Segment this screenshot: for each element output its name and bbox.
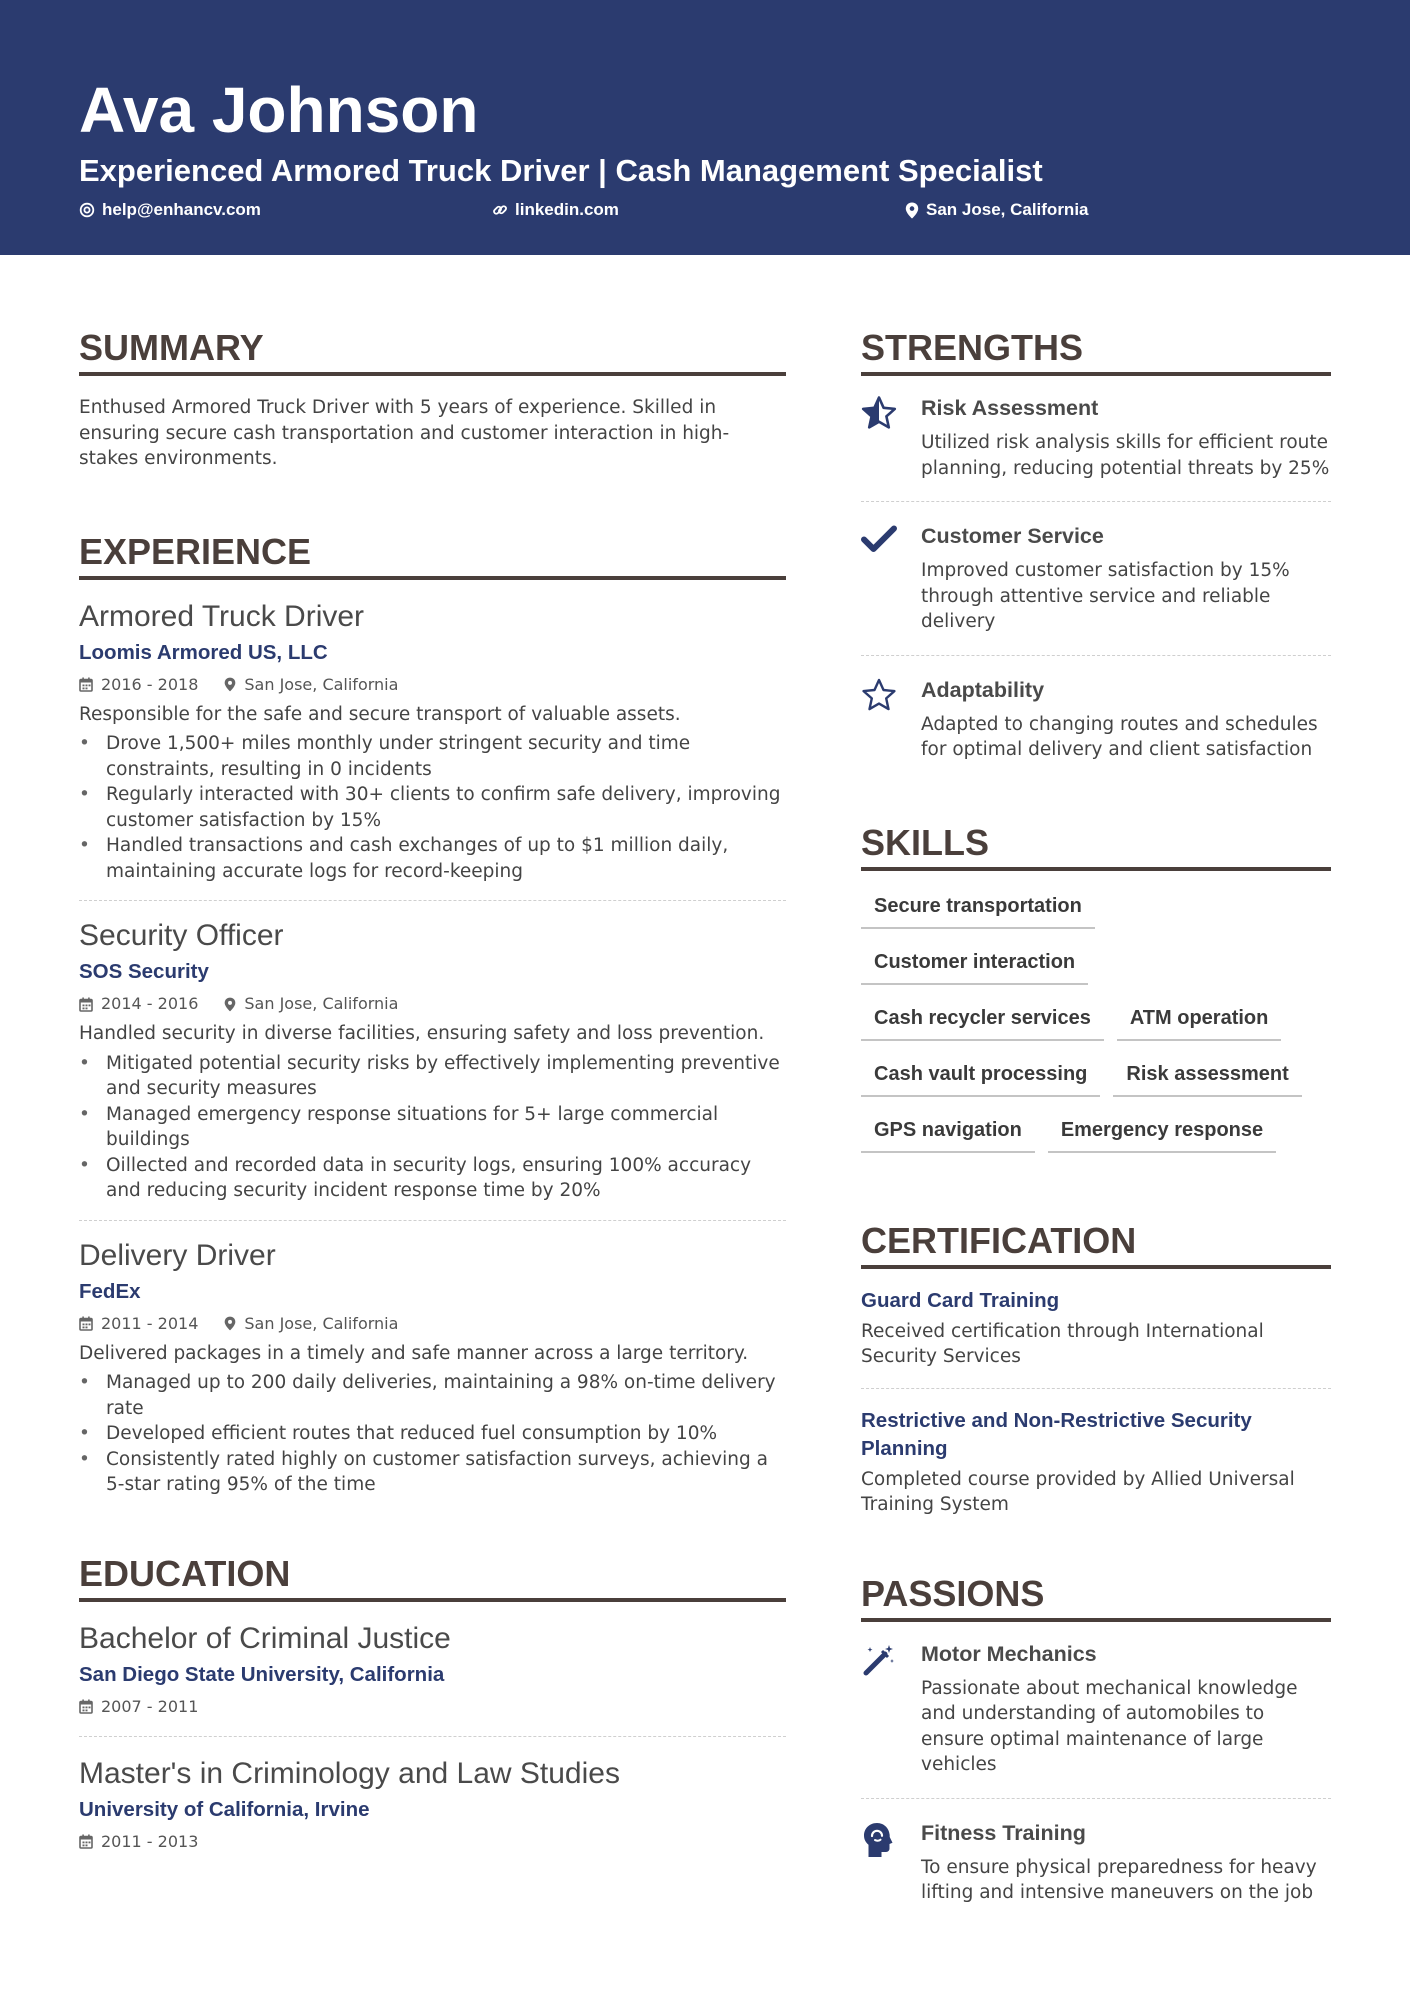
job-meta bbox=[79, 993, 786, 1015]
education-meta bbox=[79, 1831, 786, 1853]
skills-heading: SKILLS bbox=[861, 821, 990, 863]
job-location bbox=[224, 674, 398, 696]
strength-body bbox=[921, 522, 1331, 635]
education-dates: 2011 - 2013 bbox=[101, 1831, 199, 1851]
calendar-icon bbox=[79, 1699, 93, 1714]
school-name: University of California, Irvine bbox=[79, 1797, 370, 1821]
item-divider bbox=[861, 501, 1331, 502]
checkmark-icon bbox=[861, 524, 897, 554]
passion-desc: To ensure physical preparedness for heavy lifting and intensive maneuvers on the job bbox=[921, 1856, 1317, 1903]
item-divider bbox=[79, 900, 786, 901]
company-name: SOS Security bbox=[79, 960, 209, 983]
education-item bbox=[79, 1620, 786, 1718]
star-filled-icon bbox=[861, 396, 897, 430]
job-bullet: • Drove 1,500+ miles monthly under stringent security and time constraints, resulting in 0 incidents bbox=[79, 731, 786, 782]
job-bullet: • Managed up to 200 daily deliveries, maintaining a 98% on-time delivery rate bbox=[79, 1370, 786, 1421]
strength-body bbox=[921, 676, 1331, 763]
job-location-text: San Jose, California bbox=[244, 1313, 399, 1333]
certification-section bbox=[861, 1219, 1331, 1518]
education-item bbox=[79, 1755, 786, 1853]
passion-icon-wrap bbox=[861, 1640, 921, 1778]
head-brain-icon bbox=[861, 1821, 895, 1859]
job-description: Handled security in diverse facilities, ensuring safety and loss prevention. bbox=[79, 1023, 765, 1044]
job-dates: 2016 - 2018 bbox=[101, 674, 199, 694]
link-icon bbox=[492, 202, 508, 218]
job-bullet: • Regularly interacted with 30+ clients to confirm safe delivery, improving customer satisfaction by 15% bbox=[79, 782, 786, 833]
map-pin-icon bbox=[224, 677, 236, 692]
experience-heading: EXPERIENCE bbox=[79, 530, 312, 572]
passion-body bbox=[921, 1819, 1331, 1906]
strength-title: Adaptability bbox=[921, 677, 1045, 702]
certification-title: Restrictive and Non-Restrictive Security Planning bbox=[861, 1408, 1252, 1460]
map-pin-icon bbox=[905, 202, 919, 219]
map-pin-icon bbox=[224, 997, 236, 1012]
job-title: Security Officer bbox=[79, 919, 284, 952]
passion-icon-wrap bbox=[861, 1819, 921, 1906]
item-divider bbox=[861, 655, 1331, 656]
item-divider bbox=[861, 1388, 1331, 1389]
job-bullet: • Oillected and recorded data in security logs, ensuring 100% accuracy and reducing security incident response time by 20% bbox=[79, 1153, 786, 1204]
strength-icon-wrap bbox=[861, 676, 921, 763]
strengths-heading: STRENGTHS bbox=[861, 327, 1084, 368]
skill-tag: Risk assessment bbox=[1113, 1061, 1301, 1097]
skill-tag: GPS navigation bbox=[861, 1117, 1035, 1153]
passions-heading: PASSIONS bbox=[861, 1572, 1045, 1614]
experience-item bbox=[79, 917, 786, 1204]
job-bullet: • Mitigated potential security risks by effectively implementing preventive and security measures bbox=[79, 1051, 786, 1102]
strength-desc: Improved customer satisfaction by 15% through attentive service and reliable delivery bbox=[921, 560, 1290, 632]
education-meta bbox=[79, 1696, 786, 1718]
passions-section bbox=[861, 1572, 1331, 1906]
contact-linkedin[interactable] bbox=[492, 198, 619, 222]
contact-email[interactable] bbox=[79, 198, 261, 222]
right-column bbox=[861, 326, 1331, 1906]
job-location bbox=[224, 993, 398, 1015]
calendar-icon bbox=[79, 677, 93, 692]
education-dates: 2007 - 2011 bbox=[101, 1696, 199, 1716]
skill-tag: Cash vault processing bbox=[861, 1061, 1100, 1097]
degree-title: Master's in Criminology and Law Studies bbox=[79, 1756, 620, 1790]
strength-icon-wrap bbox=[861, 522, 921, 635]
strength-title: Risk Assessment bbox=[921, 396, 1099, 420]
strengths-section bbox=[861, 326, 1331, 763]
item-divider bbox=[79, 1736, 786, 1737]
section-rule bbox=[861, 1265, 1331, 1269]
calendar-icon bbox=[79, 1316, 93, 1331]
experience-item bbox=[79, 598, 786, 885]
experience-section bbox=[79, 530, 786, 1498]
certification-desc: Received certification through International Security Services bbox=[861, 1320, 1264, 1367]
passion-item bbox=[861, 1819, 1331, 1906]
skills-section bbox=[861, 821, 1331, 1173]
job-meta bbox=[79, 1313, 786, 1335]
job-title: Delivery Driver bbox=[79, 1238, 276, 1272]
education-heading: EDUCATION bbox=[79, 1552, 291, 1594]
certification-item bbox=[861, 1407, 1331, 1518]
job-title: Armored Truck Driver bbox=[79, 599, 365, 633]
job-meta bbox=[79, 674, 786, 696]
strength-item bbox=[861, 522, 1331, 635]
section-rule bbox=[861, 1618, 1331, 1622]
contact-linkedin-text: linkedin.com bbox=[515, 200, 619, 219]
degree-title: Bachelor of Criminal Justice bbox=[79, 1621, 451, 1655]
skill-tag: Emergency response bbox=[1048, 1117, 1276, 1153]
calendar-icon bbox=[79, 1834, 93, 1849]
contact-location bbox=[905, 198, 1089, 222]
certification-item bbox=[861, 1287, 1331, 1370]
magic-wand-icon bbox=[861, 1642, 897, 1678]
passion-body bbox=[921, 1640, 1331, 1778]
left-column bbox=[79, 326, 786, 1853]
strength-icon-wrap bbox=[861, 394, 921, 481]
contact-location-text: San Jose, California bbox=[926, 200, 1089, 219]
job-dates: 2014 - 2016 bbox=[101, 994, 199, 1013]
skill-tag: Customer interaction bbox=[861, 949, 1088, 985]
job-bullets bbox=[79, 731, 786, 884]
map-pin-icon bbox=[224, 1316, 236, 1331]
job-description: Responsible for the safe and secure transport of valuable assets. bbox=[79, 703, 681, 725]
company-name: Loomis Armored US, LLC bbox=[79, 640, 328, 664]
candidate-title: Experienced Armored Truck Driver | Cash Management Specialist bbox=[79, 153, 1043, 188]
header-banner bbox=[0, 0, 1410, 255]
experience-item bbox=[79, 1237, 786, 1498]
job-bullet: • Consistently rated highly on customer satisfaction surveys, achieving a 5-star rating 95% of the time bbox=[79, 1447, 786, 1498]
school-name: San Diego State University, California bbox=[79, 1662, 445, 1686]
company-name: FedEx bbox=[79, 1279, 141, 1303]
calendar-icon bbox=[79, 997, 93, 1012]
job-bullets bbox=[79, 1051, 786, 1204]
certification-heading: CERTIFICATION bbox=[861, 1219, 1137, 1261]
job-location bbox=[224, 1313, 398, 1335]
skill-tag: Secure transportation bbox=[861, 893, 1095, 929]
skill-tag: ATM operation bbox=[1117, 1005, 1282, 1041]
section-rule bbox=[861, 867, 1331, 871]
job-bullet: • Managed emergency response situations for 5+ large commercial buildings bbox=[79, 1102, 786, 1153]
strength-desc: Utilized risk analysis skills for efficient route planning, reducing potential threats by 25% bbox=[921, 432, 1330, 479]
strength-item bbox=[861, 676, 1331, 763]
section-rule bbox=[79, 576, 786, 580]
section-rule bbox=[861, 372, 1331, 376]
job-description: Delivered packages in a timely and safe manner across a large territory. bbox=[79, 1342, 749, 1364]
certification-title: Guard Card Training bbox=[861, 1288, 1060, 1312]
candidate-name: Ava Johnson bbox=[79, 74, 479, 146]
passion-title: Fitness Training bbox=[921, 1820, 1086, 1845]
job-location-text: San Jose, California bbox=[244, 674, 399, 694]
summary-section bbox=[79, 326, 786, 472]
job-bullets bbox=[79, 1370, 786, 1498]
section-rule bbox=[79, 372, 786, 376]
education-section bbox=[79, 1552, 786, 1853]
contact-email-text: help@enhancv.com bbox=[102, 200, 261, 219]
section-rule bbox=[79, 1598, 786, 1602]
at-icon bbox=[79, 202, 95, 218]
job-location-text: San Jose, California bbox=[244, 994, 399, 1013]
skill-tag: Cash recycler services bbox=[861, 1005, 1104, 1041]
item-divider bbox=[861, 1798, 1331, 1799]
summary-heading: SUMMARY bbox=[79, 327, 264, 368]
strength-title: Customer Service bbox=[921, 524, 1104, 548]
passion-desc: Passionate about mechanical knowledge and understanding of automobiles to ensure optimal maintenance of large vehicles bbox=[921, 1677, 1298, 1775]
item-divider bbox=[79, 1220, 786, 1221]
certification-desc: Completed course provided by Allied Universal Training System bbox=[861, 1468, 1295, 1515]
job-bullet: • Developed efficient routes that reduced fuel consumption by 10% bbox=[79, 1421, 786, 1447]
job-bullet: • Handled transactions and cash exchanges of up to $1 million daily, maintaining accurate logs for record-keeping bbox=[79, 833, 786, 884]
strength-item bbox=[861, 394, 1331, 481]
strength-body bbox=[921, 394, 1331, 481]
skills-list bbox=[861, 893, 1331, 1173]
job-dates: 2011 - 2014 bbox=[101, 1313, 199, 1333]
strength-desc: Adapted to changing routes and schedules for optimal delivery and client satisfaction bbox=[921, 713, 1318, 760]
star-outline-icon bbox=[861, 678, 897, 712]
passion-item bbox=[861, 1640, 1331, 1778]
passion-title: Motor Mechanics bbox=[921, 1641, 1097, 1666]
summary-text: Enthused Armored Truck Driver with 5 years of experience. Skilled in ensuring secure cash transportation and customer interaction in high-stakes environments. bbox=[79, 397, 730, 469]
